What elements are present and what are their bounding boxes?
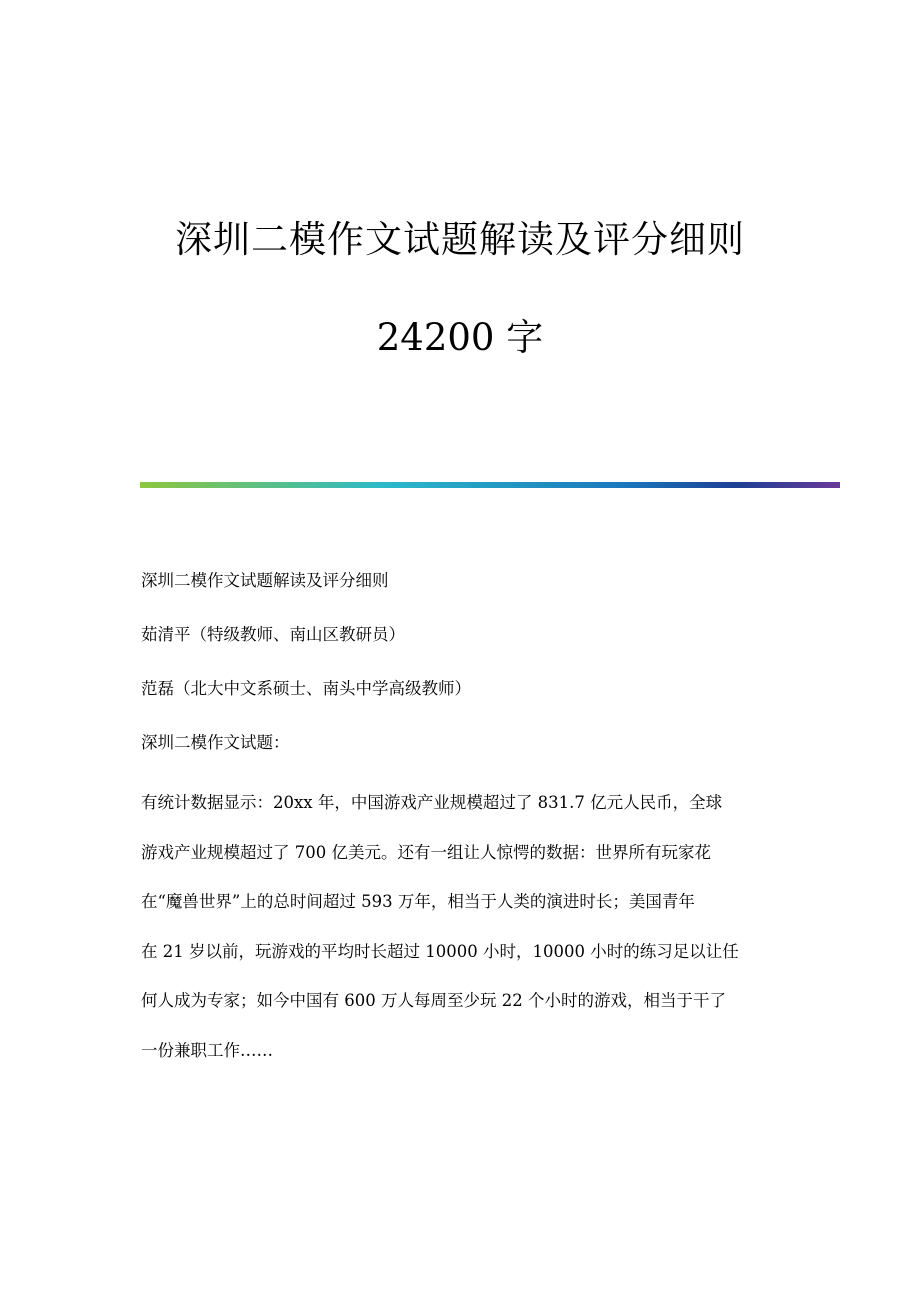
author-line-2: 范磊（北大中文系硕士、南头中学高级教师） <box>141 679 471 698</box>
prompt-line: 在“魔兽世界”上的总时间超过 593 万年，相当于人类的演进时长；美国青年 <box>141 892 695 911</box>
document-word-count: 24200 字 <box>376 316 544 359</box>
prompt-line: 游戏产业规模超过了 700 亿美元。还有一组让人惊愕的数据：世界所有玩家花 <box>141 842 711 862</box>
document-title: 深圳二模作文试题解读及评分细则 <box>175 218 745 261</box>
prompt-line: 有统计数据显示：20xx 年，中国游戏产业规模超过了 831.7 亿元人民币，全球 <box>141 793 723 812</box>
article-heading: 深圳二模作文试题解读及评分细则 <box>141 571 389 590</box>
exam-prompt-heading: 深圳二模作文试题： <box>141 733 290 752</box>
exam-prompt-paragraph <box>141 778 781 1075</box>
prompt-line: 在 21 岁以前，玩游戏的平均时长超过 10000 小时，10000 小时的练习足以让任 <box>141 941 739 961</box>
prompt-line: 一份兼职工作…… <box>141 1040 273 1060</box>
author-line-1: 茹清平（特级教师、南山区教研员） <box>141 625 405 644</box>
gradient-divider <box>140 482 840 488</box>
document-body <box>141 562 781 1075</box>
prompt-line: 何人成为专家；如今中国有 600 万人每周至少玩 22 个小时的游戏，相当于干了 <box>141 991 726 1010</box>
